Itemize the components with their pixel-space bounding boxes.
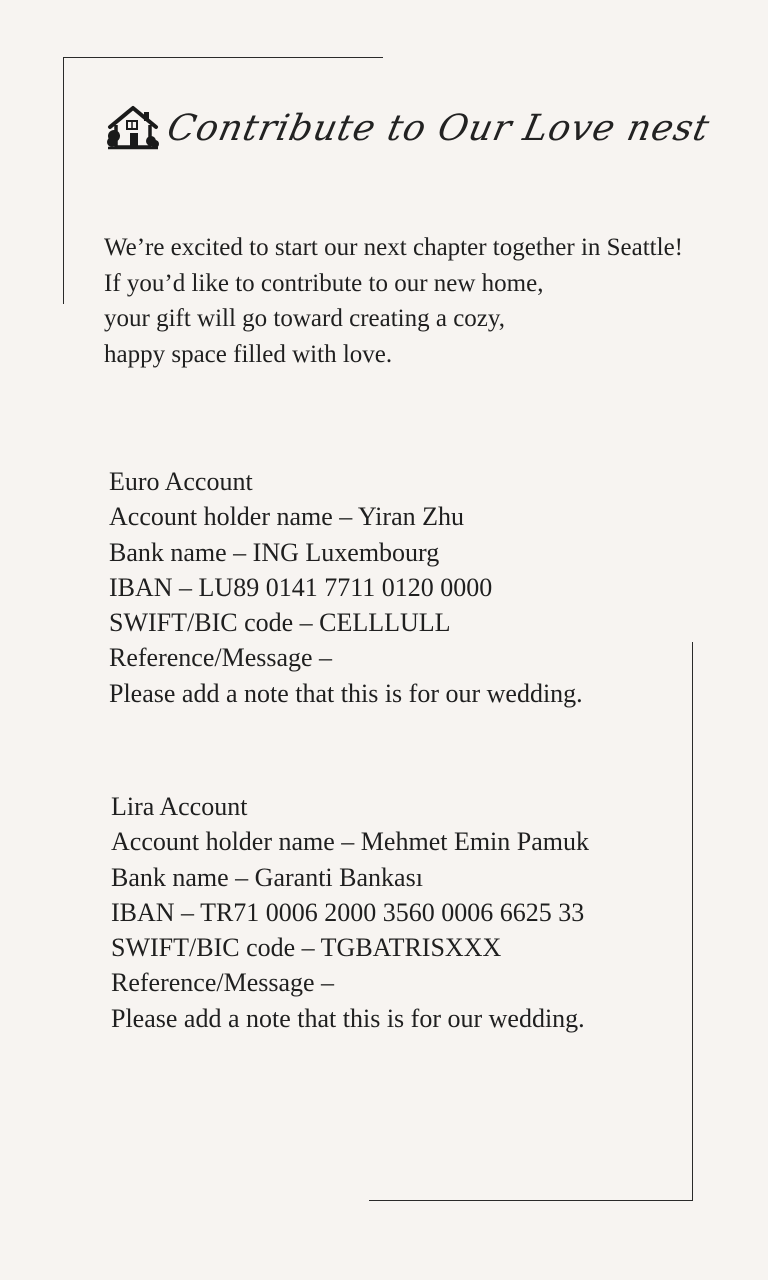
intro-message	[104, 230, 759, 372]
account-heading: Lira Account	[111, 792, 248, 821]
bank-name: Bank name – ING Luxembourg	[109, 537, 440, 567]
frame-bottom-right-horizontal	[369, 1200, 693, 1201]
intro-line: If you’d like to contribute to our new home,	[104, 269, 544, 297]
account-holder: Account holder name – Yiran Zhu	[109, 502, 464, 532]
euro-account-details	[109, 464, 709, 711]
frame-top-left-horizontal	[63, 57, 383, 58]
account-holder: Account holder name – Mehmet Emin Pamuk	[111, 827, 590, 857]
swift-code: SWIFT/BIC code – TGBATRISXXX	[111, 933, 502, 963]
reference-label: Reference/Message –	[109, 643, 333, 673]
bank-name: Bank name – Garanti Bankası	[111, 862, 423, 892]
intro-line: We’re excited to start our next chapter together in Seattle!	[104, 234, 683, 261]
reference-note: Please add a note that this is for our wedding.	[111, 1003, 585, 1033]
lira-account-details	[111, 789, 711, 1036]
title-row	[106, 96, 726, 160]
swift-code: SWIFT/BIC code – CELLLULL	[109, 608, 451, 638]
reference-label: Reference/Message –	[111, 968, 335, 998]
iban: IBAN – LU89 0141 7711 0120 0000	[109, 572, 493, 602]
page-title: Contribute to Our Love nest	[163, 107, 714, 149]
intro-line: happy space filled with love.	[104, 340, 393, 368]
iban: IBAN – TR71 0006 2000 3560 0006 6625 33	[111, 897, 585, 927]
account-heading: Euro Account	[109, 467, 253, 496]
frame-top-left-vertical	[63, 57, 64, 304]
house-icon	[106, 105, 160, 151]
intro-line: your gift will go toward creating a cozy,	[104, 305, 506, 332]
reference-note: Please add a note that this is for our wedding.	[109, 678, 583, 708]
